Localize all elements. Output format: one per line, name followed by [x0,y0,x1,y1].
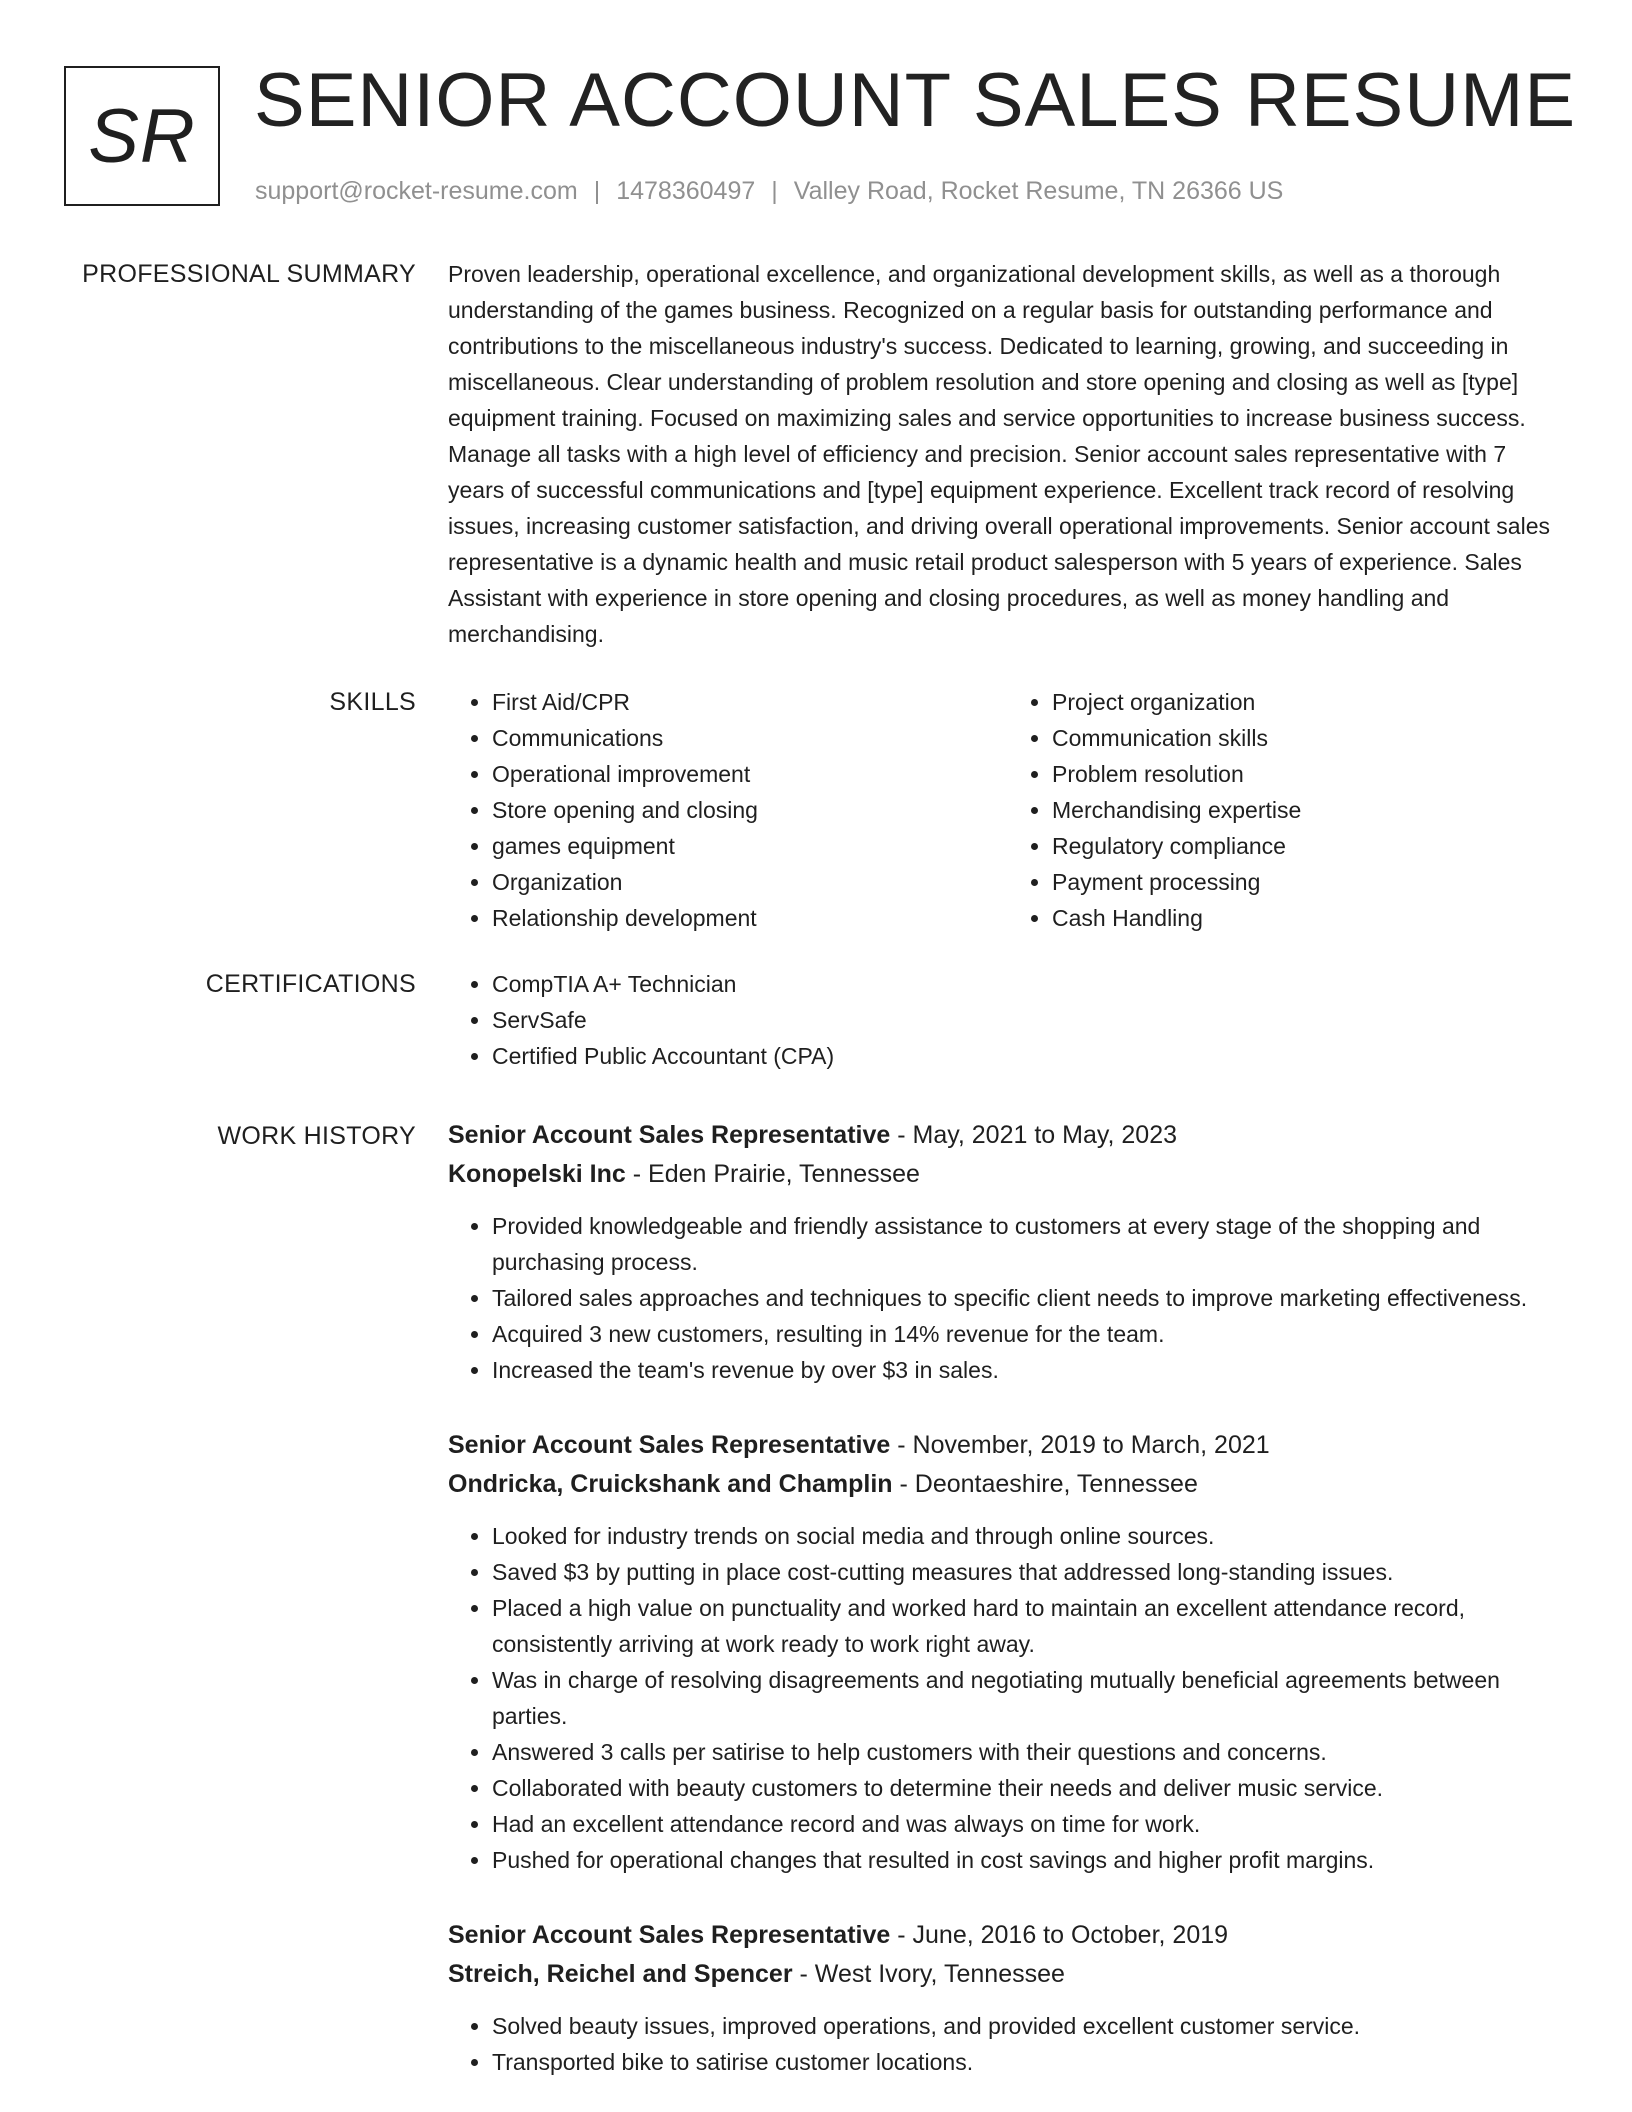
section-label: SKILLS [329,688,416,716]
section-body [448,1116,1568,2080]
job-entry [448,1116,1568,1388]
job-bullets [448,1208,1568,1388]
contact-line [255,174,1283,208]
job-company-line [448,1155,1568,1194]
job-bullet: • Provided knowledgeable and friendly assistance to customers at every stage of the shopping and purchasing process. [492,1208,1568,1280]
certification-item: • CompTIA A+ Technician [492,966,1568,1002]
job-bullet: • Collaborated with beauty customers to determine their needs and deliver music service. [492,1770,1568,1806]
skill-item: • Merchandising expertise [1052,792,1568,828]
job-company: Konopelski Inc [448,1160,626,1188]
skill-item: • Project organization [1052,684,1568,720]
section-label: CERTIFICATIONS [205,970,416,998]
job-bullet: • Transported bike to satirise customer locations. [492,2044,1568,2080]
contact-separator: | [771,177,778,205]
job-title: Senior Account Sales Representative [448,1921,891,1949]
skill-item: • First Aid/CPR [492,684,1008,720]
job-dates: - May, 2021 to May, 2023 [890,1121,1178,1149]
contact-separator: | [593,177,601,205]
job-bullet: • Answered 3 calls per satirise to help customers with their questions and concerns. [492,1734,1568,1770]
job-title-line [448,1916,1568,1955]
job-company: Ondricka, Cruickshank and Champlin [448,1470,893,1498]
skills-columns [448,684,1568,936]
job-entry [448,1426,1568,1878]
job-bullet: • Had an excellent attendance record and was always on time for work. [492,1806,1568,1842]
contact-phone[interactable]: 1478360497 [616,177,756,205]
skill-item: • Store opening and closing [492,792,1008,828]
skill-item: • Regulatory compliance [1052,828,1568,864]
section-label: PROFESSIONAL SUMMARY [82,260,416,288]
job-title: Senior Account Sales Representative [448,1431,891,1459]
skill-item: • Relationship development [492,900,1008,936]
summary-text: Proven leadership, operational excellence, and organizational development skills, as well as a thorough understanding of the games business. Recognized on a regular basis for outstanding performance and contributions to the miscellaneous industry's success. Dedicated to learning, growing, and succeeding in miscellaneous. Clear understanding of problem resolution and store opening and closing as well as [type] equipment training. Focused on maximizing sales and service opportunities to increase business success. Manage all tasks with a high level of efficiency and precision. Senior account sales representative with 7 years of successful communications and [type] equipment experience. Excellent track record of resolving issues, increasing customer satisfaction, and driving overall operational improvements. Senior account sales representative is a dynamic health and music retail product salesperson with 5 years of experience. Sales Assistant with experience in store opening and closing procedures, as well as money handling and merchandising. [448,261,1550,647]
skill-item: • Cash Handling [1052,900,1568,936]
resume-title: SENIOR ACCOUNT SALES RESUME [254,58,1577,143]
section-body [448,684,1568,936]
skills-list-right [1008,684,1568,936]
job-company: Streich, Reichel and Spencer [448,1960,793,1988]
job-title-line [448,1116,1568,1155]
contact-email[interactable]: support@rocket-resume.com [255,177,578,205]
job-bullet: • Acquired 3 new customers, resulting in 14% revenue for the team. [492,1316,1568,1352]
job-bullets [448,2008,1568,2080]
job-company-line [448,1465,1568,1504]
certification-item: • ServSafe [492,1002,1568,1038]
job-bullet: • Was in charge of resolving disagreements and negotiating mutually beneficial agreements between parties. [492,1662,1568,1734]
job-title-line [448,1426,1568,1465]
job-dates: - June, 2016 to October, 2019 [890,1921,1229,1949]
job-bullet: • Placed a high value on punctuality and worked hard to maintain an excellent attendance record, consistently arriving at work ready to work right away. [492,1590,1568,1662]
skills-list-left [448,684,1008,936]
job-location: - Eden Prairie, Tennessee [625,1160,920,1188]
skill-item: • Organization [492,864,1008,900]
skill-item: • Payment processing [1052,864,1568,900]
section-body [448,256,1568,652]
job-dates: - November, 2019 to March, 2021 [890,1431,1270,1459]
job-title: Senior Account Sales Representative [448,1121,891,1149]
section-body [448,966,1568,1074]
job-bullet: • Increased the team's revenue by over $3 in sales. [492,1352,1568,1388]
skill-item: • Communication skills [1052,720,1568,756]
section-label: WORK HISTORY [217,1122,416,1150]
skill-item: • Operational improvement [492,756,1008,792]
certifications-list [448,966,1568,1074]
monogram-logo [64,66,220,206]
job-bullets [448,1518,1568,1878]
job-location: - West Ivory, Tennessee [792,1960,1065,1988]
contact-address: Valley Road, Rocket Resume, TN 26366 US [793,177,1284,205]
monogram-initials: SR [88,93,196,179]
job-bullet: • Saved $3 by putting in place cost-cutting measures that addressed long-standing issues. [492,1554,1568,1590]
certification-item: • Certified Public Accountant (CPA) [492,1038,1568,1074]
job-bullet: • Solved beauty issues, improved operations, and provided excellent customer service. [492,2008,1568,2044]
job-location: - Deontaeshire, Tennessee [892,1470,1198,1498]
skill-item: • Communications [492,720,1008,756]
skill-item: • Problem resolution [1052,756,1568,792]
skill-item: • games equipment [492,828,1008,864]
job-bullet: • Tailored sales approaches and techniques to specific client needs to improve marketing effectiveness. [492,1280,1568,1316]
job-company-line [448,1955,1568,1994]
job-bullet: • Pushed for operational changes that resulted in cost savings and higher profit margins. [492,1842,1568,1878]
job-entry [448,1916,1568,2080]
job-bullet: • Looked for industry trends on social media and through online sources. [492,1518,1568,1554]
